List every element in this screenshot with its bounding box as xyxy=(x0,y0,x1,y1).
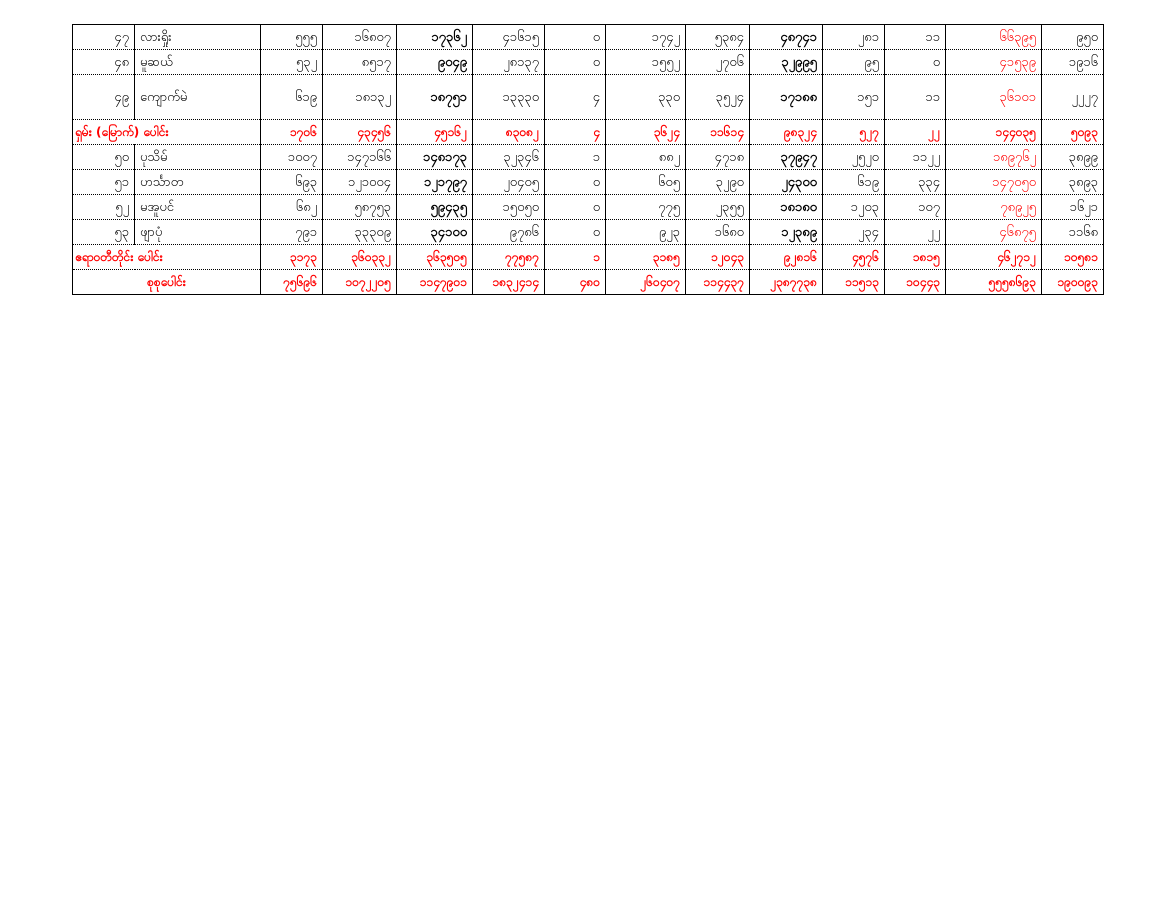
value-cell: ၈၃၀၈၂ xyxy=(473,120,545,145)
value-cell: ၂၅၂၀ xyxy=(823,145,885,170)
value-cell: ၅၂၇ xyxy=(823,120,885,145)
value-cell: ၁၄၇၁၆၆ xyxy=(323,145,397,170)
value-cell: ၁၈၁၅ xyxy=(885,245,946,270)
table-row xyxy=(73,145,1104,170)
value-cell: ၁၁၆၈ xyxy=(1042,220,1104,245)
value-cell: ၁၆၈၀ xyxy=(686,220,750,245)
value-cell: ၄၈၀ xyxy=(545,270,606,295)
value-cell: ၂၃၄ xyxy=(823,220,885,245)
value-cell: ၄၆၈၇၅ xyxy=(946,220,1042,245)
value-cell: ၁၅၅၂ xyxy=(606,50,686,75)
value-cell: ၄၅၇၆ xyxy=(823,245,885,270)
district-name: ဟင်္သာတ xyxy=(135,170,261,195)
value-cell: ၁၉၁၆ xyxy=(1042,50,1104,75)
value-cell: ၁၆၂၁ xyxy=(1042,195,1104,220)
value-cell: ၂၀၄၀၅ xyxy=(473,170,545,195)
value-cell: ၄ xyxy=(545,75,606,120)
value-cell: ၇၅၆၉၆ xyxy=(261,270,323,295)
value-cell: ၉၂၈၁၆ xyxy=(750,245,823,270)
value-cell: ၁၄၄၀၃၅ xyxy=(946,120,1042,145)
value-cell: ၈၈၂ xyxy=(606,145,686,170)
value-cell: ၁၇၃၆၂ xyxy=(397,25,473,50)
value-cell: ၆၈၂ xyxy=(261,195,323,220)
value-cell: ၃၂၃၄၆ xyxy=(473,145,545,170)
value-cell: ၄၇၁၈ xyxy=(686,145,750,170)
value-cell: ၁၃၃၃၀ xyxy=(473,75,545,120)
value-cell: ၂၈၁ xyxy=(823,25,885,50)
subtotal-label: ရှမ်း (မြောက်) ပေါင်း xyxy=(73,120,261,145)
value-cell: ၁၈၇၅၁ xyxy=(397,75,473,120)
value-cell: ၁၁၆၁၄ xyxy=(686,120,750,145)
value-cell: ၁ xyxy=(545,245,606,270)
value-cell: ၄၁၆၁၅ xyxy=(473,25,545,50)
value-cell: ၁၁ xyxy=(885,25,946,50)
value-cell: ၆၁၉ xyxy=(261,75,323,120)
value-cell: ၄၅၁၆၂ xyxy=(397,120,473,145)
value-cell: ၉၅ xyxy=(823,50,885,75)
value-cell: ၁၀၇၂၂၀၅ xyxy=(323,270,397,295)
value-cell: ၃၇၉၄၇ xyxy=(750,145,823,170)
value-cell: ၈၅၁၇ xyxy=(323,50,397,75)
value-cell: ၂၈၁၃၇ xyxy=(473,50,545,75)
district-name: မအူပင် xyxy=(135,195,261,220)
value-cell: ၀ xyxy=(545,50,606,75)
value-cell: ၆၀၅ xyxy=(606,170,686,195)
value-cell: ၉၈၃၂၄ xyxy=(750,120,823,145)
value-cell: ၉၅၀ xyxy=(1042,25,1104,50)
value-cell: ၇၉၁ xyxy=(261,220,323,245)
value-cell: ၃၂၉၀ xyxy=(686,170,750,195)
value-cell: ၁၈၉၇၆၂ xyxy=(946,145,1042,170)
value-cell: ၁၉၀၀၉၃ xyxy=(1042,270,1104,295)
value-cell: ၂၂၂၇ xyxy=(1042,75,1104,120)
value-cell: ၁၂၃၈၉ xyxy=(750,220,823,245)
value-cell: ၆၆၃၉၅ xyxy=(946,25,1042,50)
value-cell: ၁၁ xyxy=(885,75,946,120)
value-cell: ၅၅၅ xyxy=(261,25,323,50)
statistics-table xyxy=(72,24,1104,295)
value-cell: ၅၅၅၈၆၉၃ xyxy=(946,270,1042,295)
value-cell: ၁၀၀၇ xyxy=(261,145,323,170)
value-cell: ၂၆၀၄၀၇ xyxy=(606,270,686,295)
value-cell: ၂၄၃၀၀ xyxy=(750,170,823,195)
value-cell: ၁၂၀၃ xyxy=(823,195,885,220)
table-row xyxy=(73,220,1104,245)
value-cell: ၀ xyxy=(545,25,606,50)
grand-total-label: စုစုပေါင်း xyxy=(73,270,261,295)
value-cell: ၆၁၉ xyxy=(823,170,885,195)
value-cell: ၁၇၀၆ xyxy=(261,120,323,145)
value-cell: ၅၉၄၃၅ xyxy=(397,195,473,220)
value-cell: ၅၃၈၄ xyxy=(686,25,750,50)
district-name: လားရှိုး xyxy=(135,25,261,50)
value-cell: ၂၇၀၆ xyxy=(686,50,750,75)
value-cell: ၉၂၃ xyxy=(606,220,686,245)
value-cell: ၁၁၂၂ xyxy=(885,145,946,170)
value-cell: ၅၀၉၃ xyxy=(1042,120,1104,145)
value-cell: ၀ xyxy=(885,50,946,75)
value-cell: ၃၁၈၅ xyxy=(606,245,686,270)
row-number: ၄၈ xyxy=(73,50,135,75)
district-name: ပုသိမ် xyxy=(135,145,261,170)
subtotal-row xyxy=(73,120,1104,145)
value-cell: ၁၂၀၄၃ xyxy=(686,245,750,270)
value-cell: ၀ xyxy=(545,170,606,195)
value-cell: ၁၄၇၀၅၀ xyxy=(946,170,1042,195)
value-cell: ၆၉၃ xyxy=(261,170,323,195)
value-cell: ၁၅၁ xyxy=(823,75,885,120)
value-cell: ၃၆၃၅၀၅ xyxy=(397,245,473,270)
value-cell: ၂၃၅၅ xyxy=(686,195,750,220)
value-cell: ၄၁၅၃၉ xyxy=(946,50,1042,75)
value-cell: ၃၈၉၃ xyxy=(1042,170,1104,195)
value-cell: ၁၀၄၄၃ xyxy=(885,270,946,295)
row-number: ၅၃ xyxy=(73,220,135,245)
value-cell: ၀ xyxy=(545,220,606,245)
value-cell: ၃၃၄ xyxy=(885,170,946,195)
value-cell: ၁၂၁၇၉၇ xyxy=(397,170,473,195)
value-cell: ၃၃၀ xyxy=(606,75,686,120)
table-row xyxy=(73,50,1104,75)
value-cell: ၅၈၇၅၃ xyxy=(323,195,397,220)
value-cell: ၁ xyxy=(545,145,606,170)
value-cell: ၄၈၇၄၁ xyxy=(750,25,823,50)
value-cell: ၁၁၅၁၃ xyxy=(823,270,885,295)
value-cell: ၄ xyxy=(545,120,606,145)
value-cell: ၃၆၂၄ xyxy=(606,120,686,145)
value-cell: ၇၈၉၂၅ xyxy=(946,195,1042,220)
district-name: ကျောက်မဲ xyxy=(135,75,261,120)
value-cell: ၂၂ xyxy=(885,120,946,145)
value-cell: ၁၅၀၅၀ xyxy=(473,195,545,220)
value-cell: ၄၃၄၅၆ xyxy=(323,120,397,145)
value-cell: ၇၇၅ xyxy=(606,195,686,220)
table-row xyxy=(73,25,1104,50)
row-number: ၄၇ xyxy=(73,25,135,50)
row-number: ၄၉ xyxy=(73,75,135,120)
row-number: ၅၁ xyxy=(73,170,135,195)
table-row xyxy=(73,195,1104,220)
table-row xyxy=(73,75,1104,120)
subtotal-row xyxy=(73,245,1104,270)
value-cell: ၁၀၇ xyxy=(885,195,946,220)
row-number: ၅၀ xyxy=(73,145,135,170)
value-cell: ၁၂၁၀၀၄ xyxy=(323,170,397,195)
value-cell: ၃၆၀၃၃၂ xyxy=(323,245,397,270)
value-cell: ၁၈၁၃၂ xyxy=(323,75,397,120)
value-cell: ၁၁၄၇၉၀၁ xyxy=(397,270,473,295)
table-row xyxy=(73,170,1104,195)
value-cell: ၅၃၂ xyxy=(261,50,323,75)
row-number: ၅၂ xyxy=(73,195,135,220)
grand-total-row xyxy=(73,270,1104,295)
value-cell: ၁၈၃၂၄၁၄ xyxy=(473,270,545,295)
value-cell: ၁၆၈၀၇ xyxy=(323,25,397,50)
value-cell: ၀ xyxy=(545,195,606,220)
value-cell: ၃၁၇၃ xyxy=(261,245,323,270)
value-cell: ၂၃၈၇၇၃၈ xyxy=(750,270,823,295)
value-cell: ၁၄၈၁၇၃ xyxy=(397,145,473,170)
value-cell: ၁၇၄၂ xyxy=(606,25,686,50)
subtotal-label: ဧရာဝတီတိုင်း ပေါင်း xyxy=(73,245,261,270)
value-cell: ၃၃၃၀၉ xyxy=(323,220,397,245)
value-cell: ၃၈၉၉ xyxy=(1042,145,1104,170)
value-cell: ၁၇၁၈၈ xyxy=(750,75,823,120)
value-cell: ၉၇၈၆ xyxy=(473,220,545,245)
value-cell: ၁၀၅၈၁ xyxy=(1042,245,1104,270)
district-name: ဖျာပုံ xyxy=(135,220,261,245)
value-cell: ၁၁၄၄၃၇ xyxy=(686,270,750,295)
value-cell: ၇၇၅၈၇ xyxy=(473,245,545,270)
value-cell: ၄၆၂၇၁၂ xyxy=(946,245,1042,270)
value-cell: ၃၅၂၄ xyxy=(686,75,750,120)
value-cell: ၃၆၁၀၁ xyxy=(946,75,1042,120)
value-cell: ၂၂ xyxy=(885,220,946,245)
value-cell: ၁၈၁၈၀ xyxy=(750,195,823,220)
district-name: မူဆယ် xyxy=(135,50,261,75)
value-cell: ၃၂၉၉၅ xyxy=(750,50,823,75)
value-cell: ၃၄၁၀၀ xyxy=(397,220,473,245)
value-cell: ၉၀၄၉ xyxy=(397,50,473,75)
